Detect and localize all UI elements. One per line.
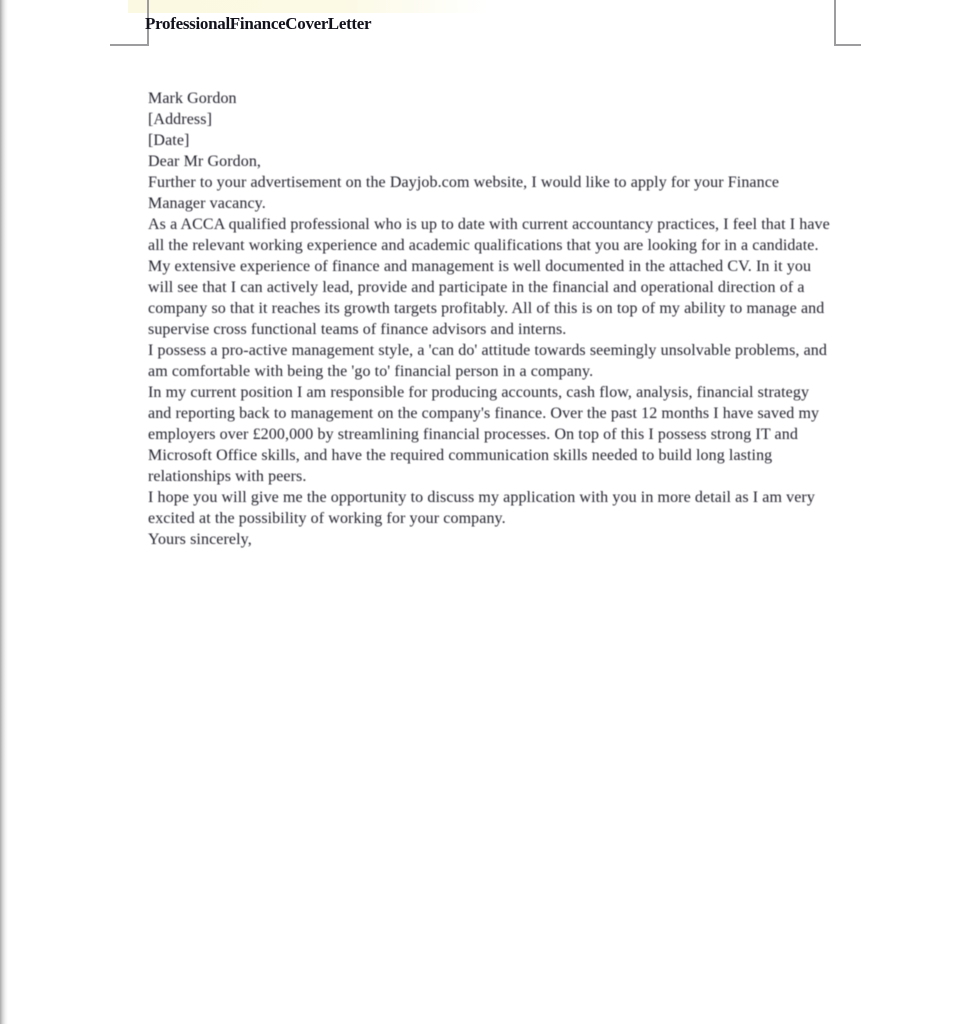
letter-paragraph: My extensive experience of finance and management is well documented in the attached CV. In it you will see that I can actively lead, provide and participate in the financial and operational direction of a company so that it reaches its growth targets profitably. All of this is on top of my ability to manage and supervise cross functional teams of finance advisors and interns.: [148, 258, 825, 338]
sender-address-placeholder: [Address]: [148, 111, 212, 128]
letter-paragraph: I hope you will give me the opportunity to discuss my application with you in more detail as I am very excited at the possibility of working for your company.: [148, 489, 815, 527]
text-boundary-mark-top-right-horizontal: [834, 44, 861, 46]
text-boundary-mark-top-left-horizontal: [110, 44, 149, 46]
letter-body: [148, 88, 832, 550]
closing: Yours sincerely,: [148, 531, 252, 548]
salutation: Dear Mr Gordon,: [148, 153, 262, 170]
page-edge-shadow: [0, 0, 8, 1024]
letter-paragraph: Further to your advertisement on the Dayjob.com website, I would like to apply for your Finance Manager vacancy.: [148, 174, 780, 212]
sender-name: Mark Gordon: [148, 90, 237, 107]
text-boundary-mark-top-right-vertical: [834, 0, 836, 46]
letter-paragraph: I possess a pro-active management style, a 'can do' attitude towards seemingly unsolvable problems, and am comfortable with being the 'go to' financial person in a company.: [148, 342, 827, 380]
document-title: Professional Finance Cover Letter: [145, 14, 372, 33]
letter-paragraph: In my current position I am responsible for producing accounts, cash flow, analysis, financial strategy and reporting back to management on the company's finance. Over the past 12 months I have saved my employers over £200,000 by streamlining financial processes. On top of this I possess strong IT and Microsoft Office skills, and have the required communication skills needed to build long lasting relationships with peers.: [148, 384, 820, 485]
scan-tint: [128, 0, 488, 13]
letter-paragraph: As a ACCA qualified professional who is up to date with current accountancy practices, I feel that I have all the relevant working experience and academic qualifications that you are looking for in a candidate.: [148, 216, 830, 254]
date-placeholder: [Date]: [148, 132, 190, 149]
